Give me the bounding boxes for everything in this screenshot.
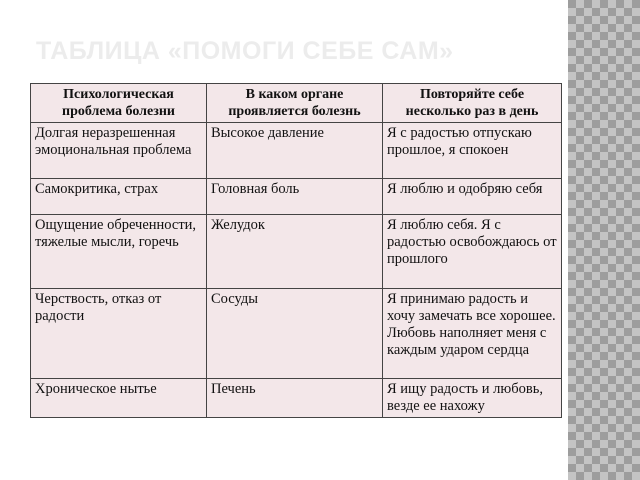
cell-problem: Самокритика, страх — [31, 179, 207, 215]
cell-organ: Печень — [207, 379, 383, 418]
table-row — [31, 123, 562, 179]
cell-problem: Ощущение обреченности, тяжелые мысли, горечь — [31, 215, 207, 289]
cell-organ: Сосуды — [207, 289, 383, 379]
slide-title: ТАБЛИЦА «ПОМОГИ СЕБЕ САМ» — [36, 37, 454, 65]
table-row — [31, 379, 562, 418]
cell-problem: Долгая неразрешенная эмоциональная проблема — [31, 123, 207, 179]
header-problem: Психологическая проблема болезни — [31, 84, 207, 123]
cell-affirmation: Я с радостью отпускаю прошлое, я спокоен — [383, 123, 562, 179]
cell-affirmation: Я люблю себя. Я с радостью освобождаюсь от прошлого — [383, 215, 562, 289]
cell-affirmation: Я люблю и одобряю себя — [383, 179, 562, 215]
header-affirmation: Повторяйте себе несколько раз в день — [383, 84, 562, 123]
table-row — [31, 179, 562, 215]
cell-organ: Высокое давление — [207, 123, 383, 179]
header-organ: В каком органе проявляется болезнь — [207, 84, 383, 123]
cell-organ: Желудок — [207, 215, 383, 289]
cell-problem: Хроническое нытье — [31, 379, 207, 418]
decorative-side-pattern — [568, 0, 640, 480]
cell-problem: Черствость, отказ от радости — [31, 289, 207, 379]
cell-affirmation: Я принимаю радость и хочу замечать все хорошее. Любовь наполняет меня с каждым ударом сердца — [383, 289, 562, 379]
cell-organ: Головная боль — [207, 179, 383, 215]
table-row — [31, 289, 562, 379]
self-help-table — [30, 83, 562, 418]
cell-affirmation: Я ищу радость и любовь, везде ее нахожу — [383, 379, 562, 418]
table-header-row — [31, 84, 562, 123]
table-row — [31, 215, 562, 289]
